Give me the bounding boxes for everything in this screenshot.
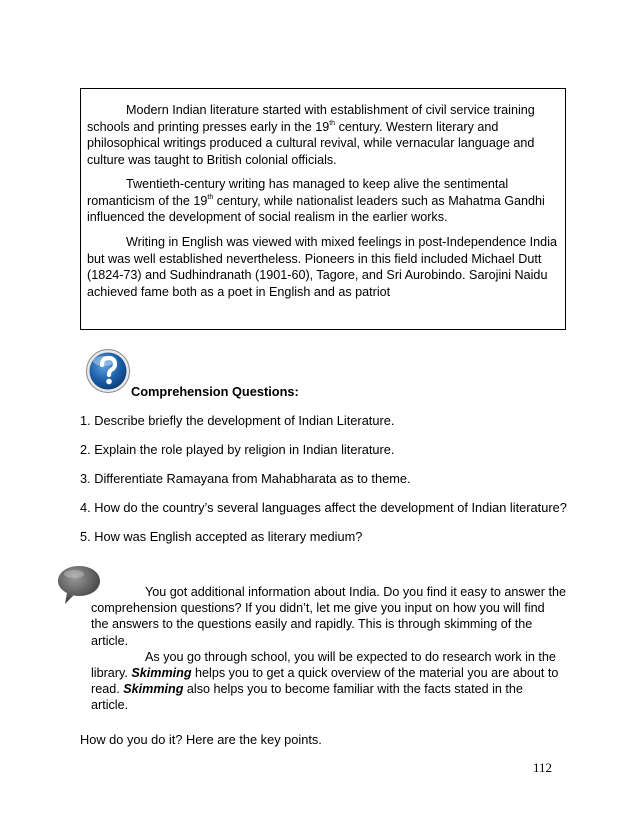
box-paragraph-1: Modern Indian literature started with establishment of civil service training schools and printing presses early in the 19th century. Western literary and philosophical writings produced a cultural revival, while vernacular language and culture was taught to British colonial officials. bbox=[87, 103, 535, 167]
comprehension-title: Comprehension Questions: bbox=[131, 384, 299, 399]
info-paragraph: You got additional information about India. Do you find it easy to answer the comprehension questions? If you didn’t, let me give you input on how you will find the answers to the questions easily and rapidly. This is through skimming of the article. As you go through school, you will be expected to do research work in the library. Skimming helps you to get a quick overview of the material you are about to read. Skimming also helps you to become familiar with the facts stated in the article. bbox=[91, 585, 566, 713]
question-item: 5. How was English accepted as literary medium? bbox=[80, 529, 363, 544]
question-item: 1. Describe briefly the development of Indian Literature. bbox=[80, 413, 395, 428]
skimming-term: Skimming bbox=[123, 682, 184, 697]
question-item: 3. Differentiate Ramayana from Mahabharata as to theme. bbox=[80, 471, 411, 486]
question-mark-icon bbox=[85, 348, 131, 394]
question-item: 2. Explain the role played by religion in Indian literature. bbox=[80, 442, 395, 457]
question-item: 4. How do the country’s several languages affect the development of Indian literature? bbox=[80, 500, 567, 515]
box-paragraph-2: Twentieth-century writing has managed to keep alive the sentimental romanticism of the 19th century, while nationalist leaders such as Mahatma Gandhi influenced the development of social realism in the earlier works. bbox=[87, 177, 545, 224]
page-number: 112 bbox=[533, 760, 553, 775]
key-points-intro: How do you do it? Here are the key points. bbox=[80, 732, 322, 747]
skimming-term: Skimming bbox=[131, 666, 192, 681]
box-paragraph-3: Writing in English was viewed with mixed feelings in post-Independence India but was well established nevertheless. Pioneers in this field included Michael Dutt (1824-73) and Sudhindranath (1901-60), Tagore, and Sri Aurobindo. Sarojini Naidu achieved fame both as a poet in English and as patriot bbox=[87, 235, 557, 299]
